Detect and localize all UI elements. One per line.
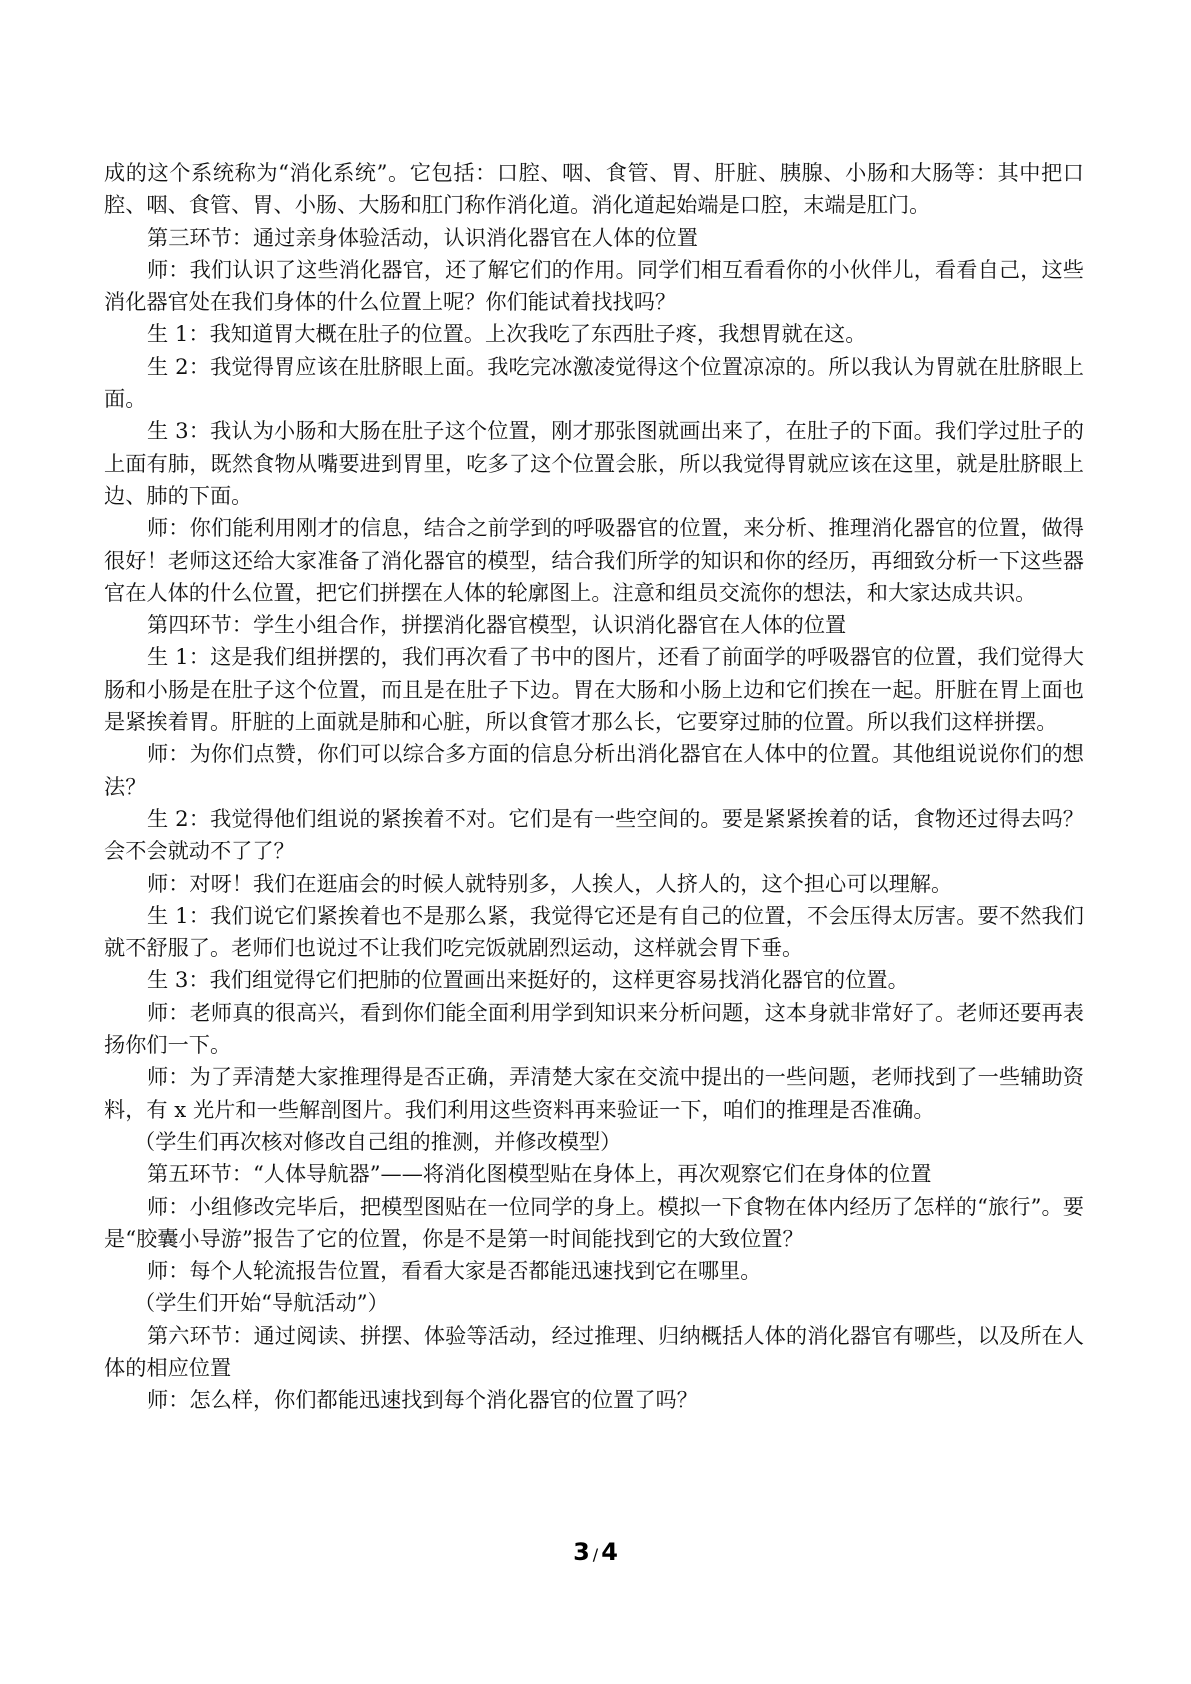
paragraph: 生 3：我认为小肠和大肠在肚子这个位置，刚才那张图就画出来了，在肚子的下面。我们学过肚子的上面有肺，既然食物从嘴要进到胃里，吃多了这个位置会胀，所以我觉得胃就应该在这里，就是肚脐眼上边、肺的下面。 bbox=[104, 418, 1084, 508]
paragraph: 师：你们能利用刚才的信息，结合之前学到的呼吸器官的位置，来分析、推理消化器官的位置，做得很好！老师这还给大家准备了消化器官的模型，结合我们所学的知识和你的经历，再细致分析一下这些器官在人体的什么位置，把它们拼摆在人体的轮廓图上。注意和组员交流你的想法，和大家达成共识。 bbox=[104, 515, 1084, 605]
total-pages: 4 bbox=[601, 1538, 618, 1566]
paragraph: 师：每个人轮流报告位置，看看大家是否都能迅速找到它在哪里。 bbox=[147, 1258, 762, 1284]
paragraph: 第四环节：学生小组合作，拼摆消化器官模型，认识消化器官在人体的位置 bbox=[147, 612, 847, 638]
paragraph: 生 3：我们组觉得它们把肺的位置画出来挺好的，这样更容易找消化器官的位置。 bbox=[147, 967, 909, 993]
paragraph: 师：小组修改完毕后，把模型图贴在一位同学的身上。模拟一下食物在体内经历了怎样的“旅行”。要是“胶囊小导游”报告了它的位置，你是不是第一时间能找到它的大致位置？ bbox=[104, 1193, 1084, 1251]
paragraph: 第六环节：通过阅读、拼摆、体验等活动，经过推理、归纳概括人体的消化器官有哪些，以及所在人体的相应位置 bbox=[104, 1322, 1084, 1380]
paragraph: 第五环节：“人体导航器”——将消化图模型贴在身体上，再次观察它们在身体的位置 bbox=[147, 1161, 932, 1187]
paragraph: 师：为你们点赞，你们可以综合多方面的信息分析出消化器官在人体中的位置。其他组说说你们的想法？ bbox=[104, 741, 1084, 799]
document-body bbox=[104, 157, 1084, 1417]
paragraph: （学生们再次核对修改自己组的推测，并修改模型） bbox=[134, 1128, 622, 1154]
paragraph: 生 2：我觉得胃应该在肚脐眼上面。我吃完冰激凌觉得这个位置凉凉的。所以我认为胃就在肚脐眼上面。 bbox=[104, 353, 1084, 412]
paragraph: 师：我们认识了这些消化器官，还了解它们的作用。同学们相互看看你的小伙伴儿，看看自己，这些消化器官处在我们身体的什么位置上呢？你们能试着找找吗？ bbox=[104, 256, 1084, 315]
paragraph: 师：对呀！我们在逛庙会的时候人就特别多，人挨人，人挤人的，这个担心可以理解。 bbox=[147, 870, 953, 896]
page-number bbox=[0, 1538, 1191, 1566]
paragraph: 生 1：我知道胃大概在肚子的位置。上次我吃了东西肚子疼，我想胃就在这。 bbox=[147, 321, 867, 347]
paragraph: （学生们开始“导航活动”） bbox=[134, 1290, 389, 1316]
paragraph: 生 1：我们说它们紧挨着也不是那么紧，我觉得它还是有自己的位置，不会压得太厉害。要不然我们就不舒服了。老师们也说过不让我们吃完饭就剧烈运动，这样就会胃下垂。 bbox=[104, 902, 1084, 961]
page-separator: / bbox=[592, 1545, 599, 1564]
paragraph: 生 2：我觉得他们组说的紧挨着不对。它们是有一些空间的。要是紧紧挨着的话，食物还过得去吗？会不会就动不了了？ bbox=[104, 805, 1084, 864]
paragraph: 师：老师真的很高兴，看到你们能全面利用学到知识来分析问题，这本身就非常好了。老师还要再表扬你们一下。 bbox=[104, 999, 1084, 1058]
paragraph: 师：为了弄清楚大家推理得是否正确，弄清楚大家在交流中提出的一些问题，老师找到了一些辅助资料，有 x 光片和一些解剖图片。我们利用这些资料再来验证一下，咱们的推理是否准确。 bbox=[104, 1064, 1084, 1122]
current-page: 3 bbox=[573, 1538, 590, 1566]
paragraph: 第三环节：通过亲身体验活动，认识消化器官在人体的位置 bbox=[147, 224, 698, 250]
paragraph: 生 1：这是我们组拼摆的，我们再次看了书中的图片，还看了前面学的呼吸器官的位置，我们觉得大肠和小肠是在肚子这个位置，而且是在肚子下边。胃在大肠和小肠上边和它们挨在一起。肝脏在胃上面也是紧挨着胃。肝脏的上面就是肺和心脏，所以食管才那么长，它要穿过肺的位置。所以我们这样拼摆。 bbox=[104, 644, 1084, 735]
paragraph: 师：怎么样，你们都能迅速找到每个消化器官的位置了吗？ bbox=[147, 1387, 698, 1413]
paragraph: 成的这个系统称为“消化系统”。它包括：口腔、咽、食管、胃、肝脏、胰腺、小肠和大肠等：其中把口腔、咽、食管、胃、小肠、大肠和肛门称作消化道。消化道起始端是口腔，末端是肛门。 bbox=[104, 160, 1084, 218]
